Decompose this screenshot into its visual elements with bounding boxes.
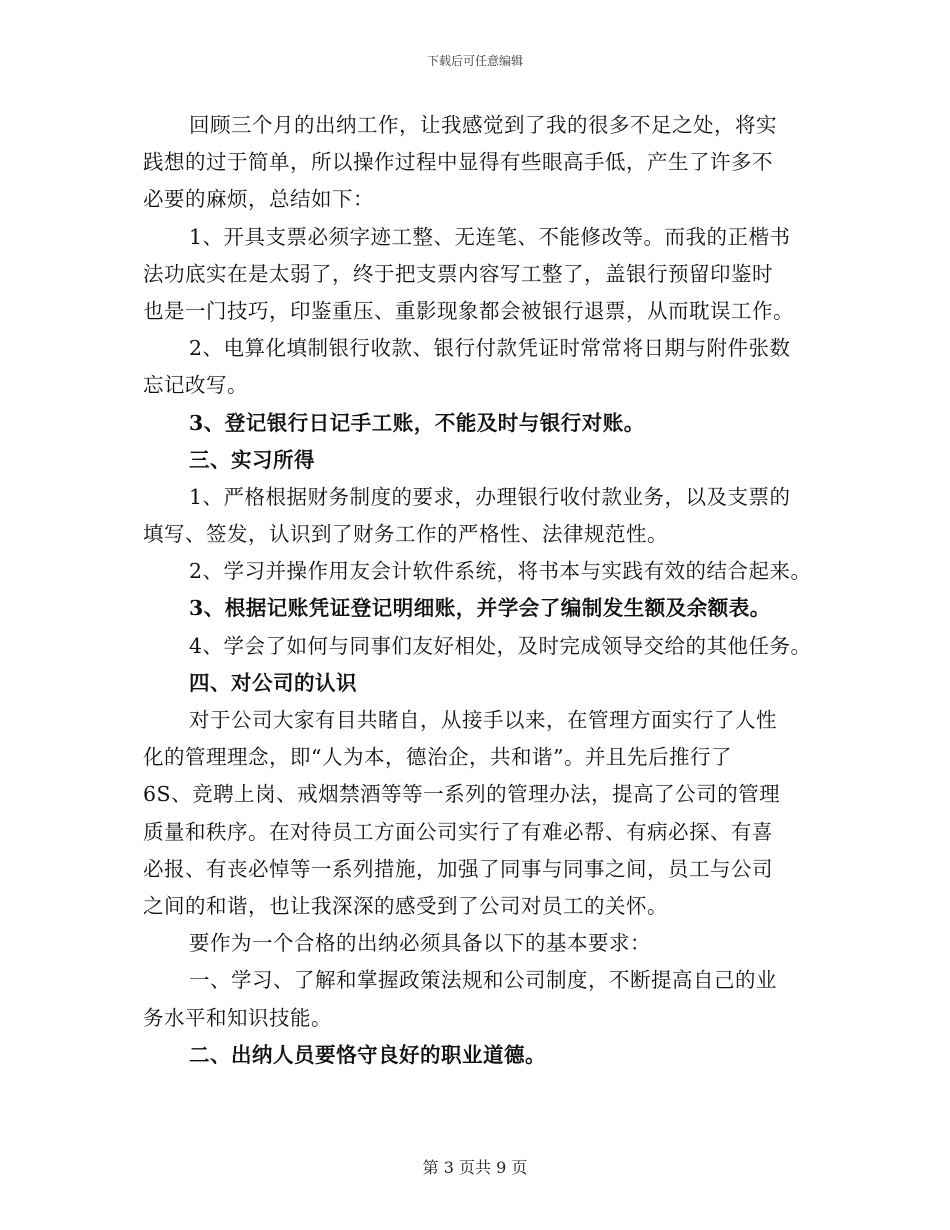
text-line: 必要的麻烦，总结如下： bbox=[143, 187, 374, 212]
heading-line: 3、根据记账凭证登记明细账，并学会了编制发生额及余额表。 bbox=[189, 596, 771, 621]
text-line: 化的管理理念，即“人为本，德治企，共和谐”。并且先后推行了 bbox=[143, 745, 732, 770]
text-line: 填写、签发，认识到了财务工作的严格性、法律规范性。 bbox=[143, 522, 668, 547]
page-number: 第 3 页共 9 页 bbox=[422, 1158, 528, 1177]
text-line: 要作为一个合格的出纳必须具备以下的基本要求： bbox=[189, 931, 651, 956]
heading-line: 三、实习所得 bbox=[189, 447, 315, 472]
text-line: 1、开具支票必须字迹工整、无连笔、不能修改等。而我的正楷书 bbox=[189, 224, 791, 249]
text-line: 2、学习并操作用友会计软件系统，将书本与实践有效的结合起来。 bbox=[189, 559, 812, 584]
text-line: 质量和秩序。在对待员工方面公司实行了有难必帮、有病必探、有喜 bbox=[143, 819, 773, 844]
text-line: 回顾三个月的出纳工作，让我感觉到了我的很多不足之处，将实 bbox=[189, 113, 777, 137]
text-line: 2、电算化填制银行收款、银行付款凭证时常常将日期与附件张数 bbox=[189, 336, 791, 361]
heading-line: 3、登记银行日记手工账，不能及时与银行对账。 bbox=[189, 410, 645, 435]
text-line: 务水平和知识技能。 bbox=[143, 1005, 332, 1030]
text-line: 一、学习、了解和掌握政策法规和公司制度，不断提高自己的业 bbox=[189, 968, 777, 993]
text-line: 忘记改写。 bbox=[143, 373, 248, 398]
document-body bbox=[143, 107, 833, 1074]
text-line: 1、严格根据财务制度的要求，办理银行收付款业务，以及支票的 bbox=[189, 484, 791, 509]
heading-line: 四、对公司的认识 bbox=[189, 670, 357, 695]
text-line: 对于公司大家有目共睹自，从接手以来，在管理方面实行了人性 bbox=[189, 708, 777, 732]
text-line: 之间的和谐，也让我深深的感受到了公司对员工的关怀。 bbox=[143, 893, 668, 918]
text-line: 践想的过于简单，所以操作过程中显得有些眼高手低，产生了许多不 bbox=[143, 150, 773, 175]
text-line: 6S、竞聘上岗、戒烟禁酒等等一系列的管理办法，提高了公司的管理 bbox=[143, 782, 781, 807]
text-line: 法功底实在是太弱了，终于把支票内容写工整了，盖银行预留印鉴时 bbox=[143, 261, 773, 286]
text-line: 4、学会了如何与同事们友好相处，及时完成领导交给的其他任务。 bbox=[189, 633, 812, 658]
page-header-note: 下载后可任意编辑 bbox=[426, 54, 523, 68]
text-line: 也是一门技巧，印鉴重压、重影现象都会被银行退票，从而耽误工作。 bbox=[143, 298, 794, 323]
text-line: 必报、有丧必悼等一系列措施，加强了同事与同事之间，员工与公司 bbox=[143, 856, 773, 881]
heading-line: 二、出纳人员要恪守良好的职业道德。 bbox=[189, 1042, 546, 1067]
